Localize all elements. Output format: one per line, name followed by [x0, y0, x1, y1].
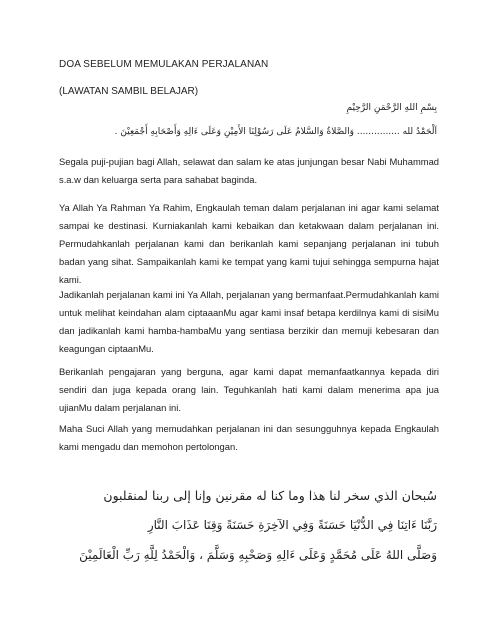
- arabic-basmalah: بِسْمِ اللهِ الرَّحْمَنِ الرَّحِيْمِ: [346, 103, 437, 113]
- document-title: DOA SEBELUM MEMULAKAN PERJALANAN: [59, 59, 269, 70]
- arabic-opening-praise: اَلْحَمْدُ لله ............... وَالصَّلاةُ وَالسَّلامُ عَلَى رَسُوْلِنَا الأَمِيْنِ وَعَلَى ءَالِهِ وَأَصْحَابِهِ أَجْمَعِيْنَ .: [114, 127, 437, 137]
- paragraph-praise: Segala puji-pujian bagi Allah, selawat dan salam ke atas junjungan besar Nabi Muhammad s.a.w dan keluarga serta para sahabat baginda.: [59, 156, 439, 185]
- document-subtitle: (LAWATAN SAMBIL BELAJAR): [59, 86, 199, 97]
- paragraph-journey-companion: Ya Allah Ya Rahman Ya Rahim, Engkaulah teman dalam perjalanan ini agar kami selamat sampai ke destinasi. Kurniakanlah kami kebaikan dan ketakwaan dalam perjalanan ini. Permudahkanlah perjalanan kami dan berikanlah kami sepanjang perjalanan ini tubuh badan yang sihat. Sampaikanlah kami ke tempat yang kami tujui sehingga sempurna hajat kami.: [59, 202, 439, 285]
- arabic-salawat-closing: وَصَلَّى اللهُ عَلَى مُحَمَّدٍ وَعَلَى ءَالِهِ وَصَحْبِهِ وَسَلَّمَ ، وَالْحَمْدُ لِلَّهِ رَبِّ الْعَالَمِيْنَ: [79, 548, 437, 562]
- paragraph-beneficial-journey: Jadikanlah perjalanan kami ini Ya Allah, perjalanan yang bermanfaat.Permudahkanlah kami untuk melihat keindahan alam ciptaaanMu agar kami insaf betapa kerdilnya kami di sisiMu dan jadikanlah kami hamba-hambaMu yang sentiasa berzikir dan memuji kebesaran dan keagungan ciptaanMu.: [59, 289, 439, 354]
- arabic-travel-prayer: سُبحان الذي سخر لنا هذا وما كنا له مقرنين وإنا إلى ربنا لمنقلبون: [103, 488, 437, 503]
- arabic-rabbana-prayer: رَبَّنَا ءَاتِنَا فِي الدُّنْيَا حَسَنَةً وَفِي الآخِرَةِ حَسَنَةً وَقِنَا عَذَابَ النَّارِ: [147, 518, 437, 532]
- paragraph-closing: Maha Suci Allah yang memudahkan perjalanan ini dan sesungguhnya kepada Engkaulah kami mengadu dan memohon pertolongan.: [59, 423, 439, 452]
- paragraph-lessons: Berikanlah pengajaran yang berguna, agar kami dapat memanfaatkannya kepada diri sendiri dan juga kepada orang lain. Teguhkanlah hati kami dalam menerima apa jua ujianMu dalam perjalanan ini.: [59, 366, 439, 413]
